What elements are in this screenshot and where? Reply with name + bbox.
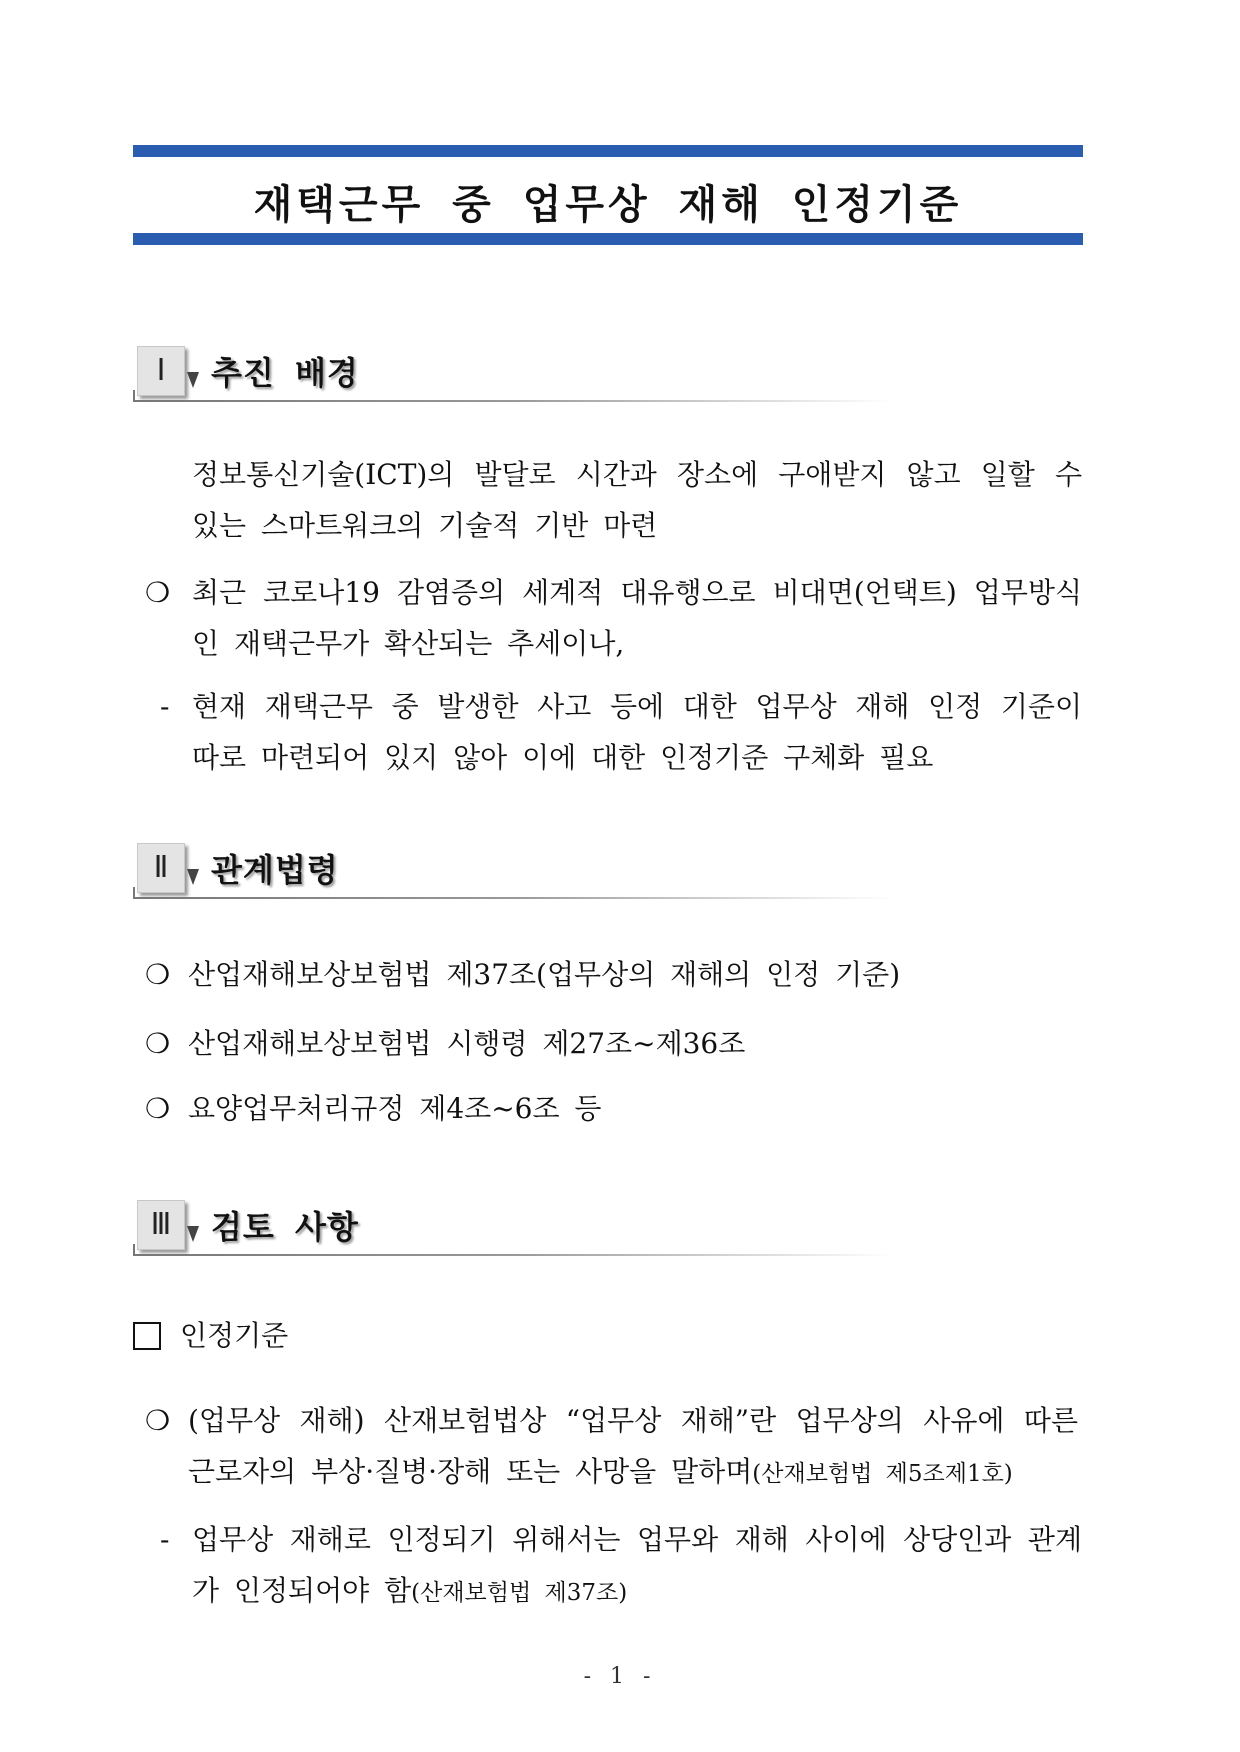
citation-note: (산재보험법 제37조) <box>411 1580 628 1606</box>
circle-bullet-icon: ❍ <box>145 576 171 609</box>
circle-bullet-icon: ❍ <box>145 958 171 991</box>
dash-bullet-icon: - <box>160 1523 170 1556</box>
section-number-box: Ⅲ <box>137 1200 185 1250</box>
section-heading-1 <box>133 346 893 408</box>
section-rule <box>133 897 893 899</box>
section-pointer-icon <box>187 869 199 885</box>
title-bar-top <box>133 145 1083 157</box>
square-bullet-icon <box>133 1322 161 1350</box>
section-number-box: Ⅱ <box>137 843 185 893</box>
section-heading-3 <box>133 1200 893 1262</box>
circle-bullet-icon: ❍ <box>145 1092 171 1125</box>
sub-bullet-item: 업무상 재해로 인정되기 위해서는 업무와 재해 사이에 상당인과 관계가 인정되어야 함(산재보험법 제37조) <box>192 1523 1082 1607</box>
paragraph: 정보통신기술(ICT)의 발달로 시간과 장소에 구애받지 않고 일할 수 있는 스마트워크의 기술적 기반 마련 <box>192 458 1082 542</box>
bullet-item: 산업재해보상보험법 시행령 제27조∼제36조 <box>188 1027 746 1060</box>
section-title: 검토 사항 <box>211 1208 359 1246</box>
bullet-item: 요양업무처리규정 제4조~6조 등 <box>188 1092 602 1125</box>
page-number: - 1 - <box>583 1664 657 1689</box>
section-rule <box>133 1254 893 1256</box>
bullet-item: 최근 코로나19 감염증의 세계적 대유행으로 비대면(언택트) 업무방식인 재택근무가 확산되는 추세이나, <box>192 576 1082 660</box>
circle-bullet-icon: ❍ <box>145 1027 171 1060</box>
section-pointer-icon <box>187 372 199 388</box>
title-bar-bottom <box>133 233 1083 245</box>
document-title: 재택근무 중 업무상 재해 인정기준 <box>253 182 963 228</box>
section-rule <box>133 400 893 402</box>
dash-bullet-icon: - <box>160 690 170 723</box>
bullet-item: (업무상 재해) 산재보험법상 “업무상 재해”란 업무상의 사유에 따른 근로자의 부상·질병·장해 또는 사망을 말하며(산재보험법 제5조제1호) <box>188 1404 1078 1488</box>
subheading: 인정기준 <box>180 1319 289 1352</box>
section-pointer-icon <box>187 1226 199 1242</box>
circle-bullet-icon: ❍ <box>145 1404 171 1437</box>
section-heading-2 <box>133 843 893 905</box>
sub-bullet-item: 현재 재택근무 중 발생한 사고 등에 대한 업무상 재해 인정 기준이 따로 마련되어 있지 않아 이에 대한 인정기준 구체화 필요 <box>192 690 1082 774</box>
citation-note: (산재보험법 제5조제1호) <box>752 1461 1013 1487</box>
section-title: 추진 배경 <box>211 354 359 392</box>
section-title: 관계법령 <box>211 851 339 889</box>
section-number-box: Ⅰ <box>137 346 185 396</box>
bullet-item: 산업재해보상보험법 제37조(업무상의 재해의 인정 기준) <box>188 958 901 991</box>
